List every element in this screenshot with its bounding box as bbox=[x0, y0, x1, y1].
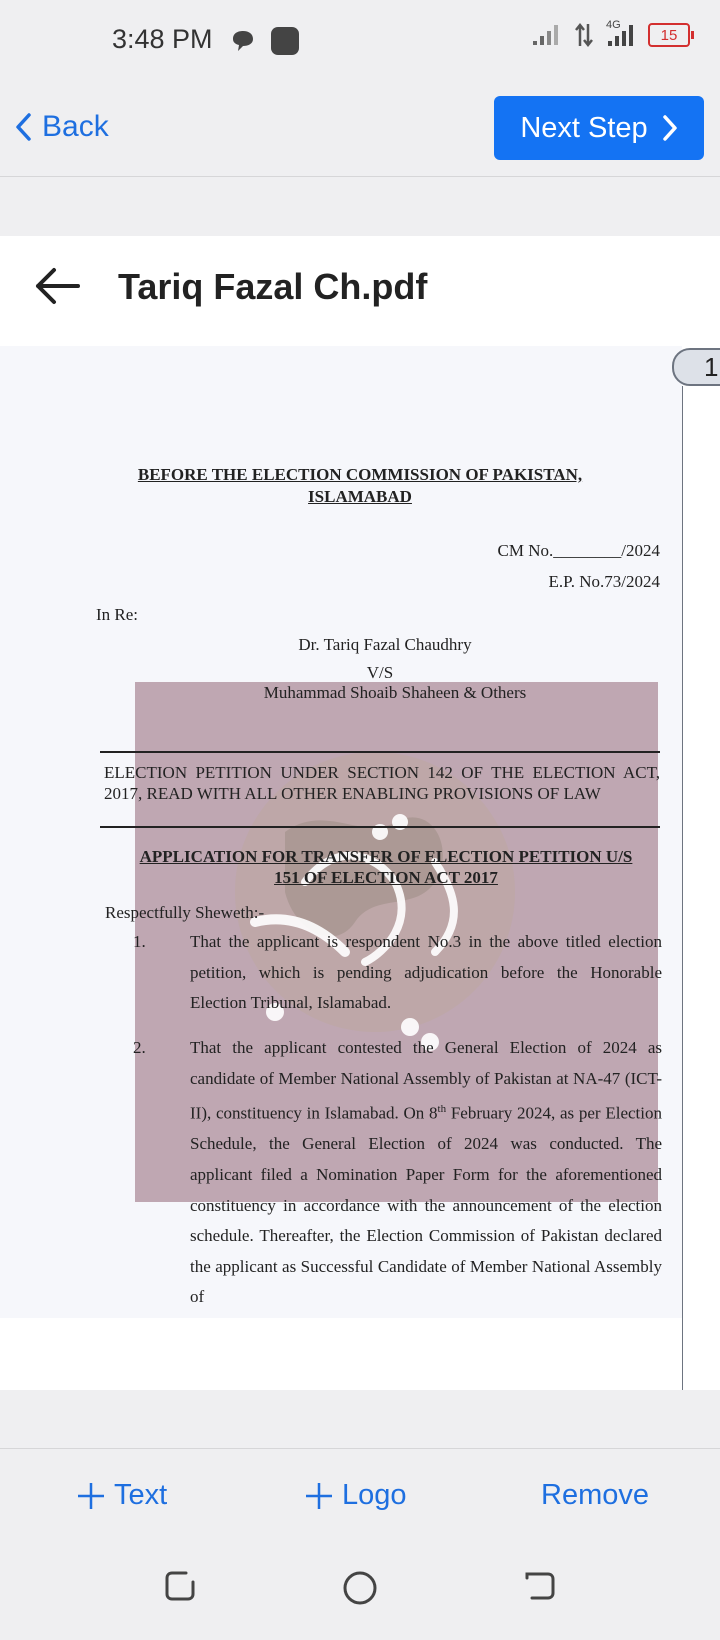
para1-number: 1. bbox=[133, 932, 146, 951]
pdf-file-title: Tariq Fazal Ch.pdf bbox=[118, 266, 428, 307]
system-nav-bar bbox=[0, 1538, 720, 1640]
network-label: 4G bbox=[606, 19, 621, 31]
page-scroll-track[interactable] bbox=[682, 386, 683, 1390]
petition-caption: ELECTION PETITION UNDER SECTION 142 OF THE ELECTION ACT, 2017, READ WITH ALL OTHER ENABLING PROVISIONS OF LAW bbox=[104, 763, 660, 803]
add-text-button[interactable] bbox=[76, 1479, 167, 1512]
arrow-left-icon[interactable] bbox=[34, 266, 80, 306]
top-nav-bar bbox=[0, 80, 720, 177]
remove-label: Remove bbox=[541, 1479, 649, 1511]
document-heading: BEFORE THE ELECTION COMMISSION OF PAKISTAN, ISLAMABAD bbox=[137, 465, 583, 506]
next-step-label: Next Step bbox=[520, 111, 648, 144]
signal-icon bbox=[532, 23, 564, 47]
para2-text: That the applicant contested the General Election of 2024 as candidate of Member National Assembly of Pakistan at NA-47 (ICT-II), constituency in Islamabad. On 8th February 2024, as per Election Schedule, the General Election of 2024 was conducted. The applicant filed a Nomination Paper Form for the aforementioned constituency in accordance with the announcement of the election schedule. Thereafter, the Election Commission of Pakistan declared the applicant as Successful Candidate of Member National Assembly of bbox=[190, 1038, 662, 1307]
petitioner-name: Dr. Tariq Fazal Chaudhry bbox=[298, 635, 472, 654]
chevron-left-icon bbox=[14, 112, 32, 142]
in-re-label: In Re: bbox=[96, 605, 139, 624]
back-label: Back bbox=[42, 110, 109, 143]
edit-toolbar bbox=[0, 1448, 720, 1539]
respondent-name: Muhammad Shoaib Shaheen & Others bbox=[263, 683, 527, 702]
para1-text: That the applicant is respondent No.3 in the above titled election petition, which is pending adjudication before the Honorable Election Tribunal, Islamabad. bbox=[190, 932, 662, 1013]
top-rule bbox=[100, 751, 660, 753]
add-logo-button[interactable] bbox=[304, 1479, 407, 1512]
next-step-button[interactable] bbox=[494, 96, 704, 160]
para2-number: 2. bbox=[133, 1038, 146, 1057]
pdf-page-area[interactable] bbox=[0, 346, 720, 1390]
plus-icon bbox=[76, 1481, 106, 1511]
back-button[interactable] bbox=[14, 110, 109, 144]
app-square-icon bbox=[270, 26, 300, 56]
pdf-viewer-header bbox=[0, 236, 720, 346]
signal-4g-icon bbox=[604, 19, 638, 48]
data-arrows-icon bbox=[574, 22, 594, 48]
ep-number: E.P. No.73/2024 bbox=[548, 572, 660, 591]
add-text-label: Text bbox=[114, 1479, 168, 1511]
recents-icon[interactable] bbox=[164, 1570, 196, 1602]
remove-button[interactable] bbox=[541, 1479, 649, 1512]
page-number-badge: 1 bbox=[672, 348, 720, 386]
status-bar bbox=[0, 0, 720, 80]
home-icon[interactable] bbox=[342, 1570, 378, 1606]
chevron-right-icon bbox=[662, 114, 678, 142]
chat-bubble-icon bbox=[230, 28, 256, 54]
salutation: Respectfully Sheweth:- bbox=[105, 903, 265, 922]
status-time: 3:48 PM bbox=[112, 24, 213, 54]
battery-icon bbox=[648, 23, 690, 47]
plus-icon bbox=[304, 1481, 334, 1511]
application-title: APPLICATION FOR TRANSFER OF ELECTION PETITION U/S 151 OF ELECTION ACT 2017 bbox=[139, 847, 633, 887]
bottom-rule bbox=[100, 826, 660, 828]
add-logo-label: Logo bbox=[342, 1479, 407, 1511]
pdf-page bbox=[0, 346, 682, 1318]
versus-label: V/S bbox=[366, 663, 394, 682]
back-nav-icon[interactable] bbox=[524, 1570, 556, 1602]
battery-level: 15 bbox=[660, 26, 678, 44]
cm-number: CM No.________/2024 bbox=[497, 541, 660, 560]
